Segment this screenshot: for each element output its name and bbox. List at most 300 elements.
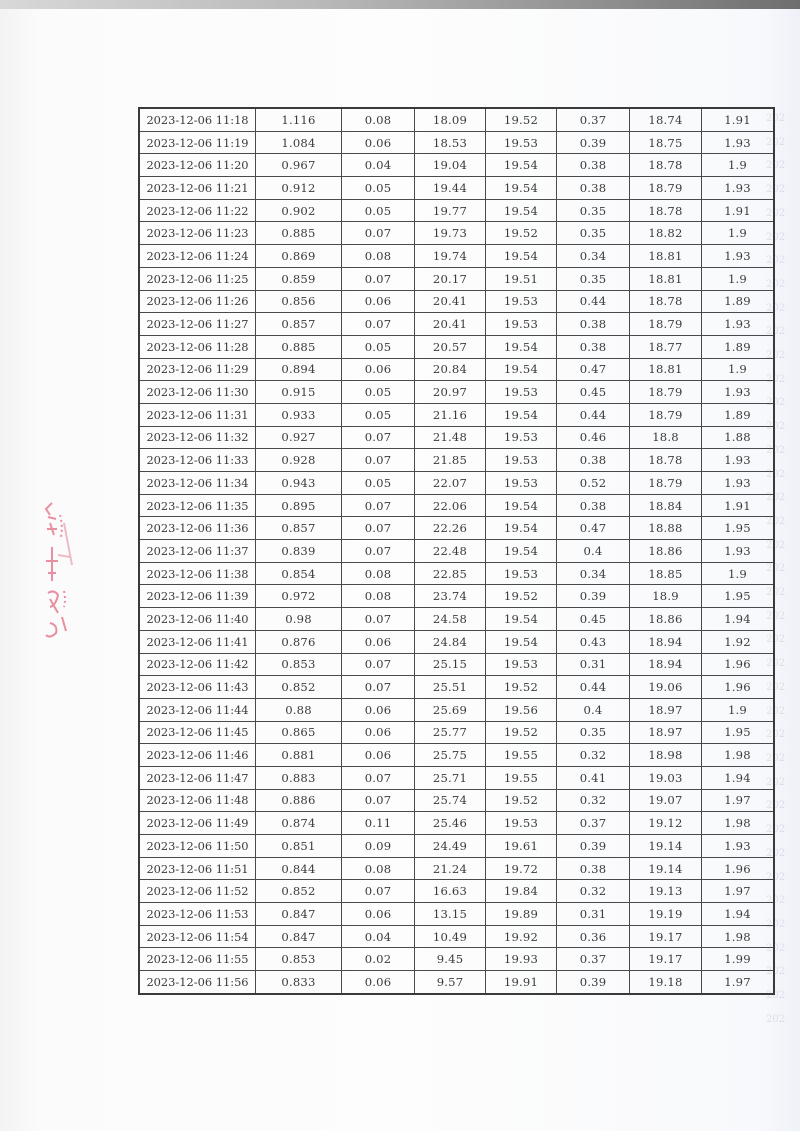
value-cell: 1.98 bbox=[702, 925, 775, 948]
table-row bbox=[139, 789, 774, 812]
value-cell: 0.854 bbox=[256, 562, 342, 585]
value-cell: 19.54 bbox=[486, 154, 557, 177]
table-row bbox=[139, 903, 774, 926]
value-cell: 18.78 bbox=[630, 449, 702, 472]
table-row bbox=[139, 676, 774, 699]
timestamp-cell: 2023-12-06 11:50 bbox=[139, 835, 256, 858]
timestamp-cell: 2023-12-06 11:43 bbox=[139, 676, 256, 699]
value-cell: 19.53 bbox=[486, 131, 557, 154]
value-cell: 18.79 bbox=[630, 381, 702, 404]
value-cell: 25.46 bbox=[415, 812, 486, 835]
value-cell: 0.39 bbox=[557, 971, 630, 994]
value-cell: 0.856 bbox=[256, 290, 342, 313]
value-cell: 22.06 bbox=[415, 494, 486, 517]
value-cell: 18.98 bbox=[630, 744, 702, 767]
timestamp-cell: 2023-12-06 11:47 bbox=[139, 766, 256, 789]
value-cell: 0.853 bbox=[256, 948, 342, 971]
value-cell: 0.943 bbox=[256, 472, 342, 495]
value-cell: 19.14 bbox=[630, 835, 702, 858]
value-cell: 0.07 bbox=[342, 789, 415, 812]
value-cell: 18.86 bbox=[630, 540, 702, 563]
value-cell: 1.9 bbox=[702, 222, 775, 245]
value-cell: 18.81 bbox=[630, 245, 702, 268]
table-row bbox=[139, 517, 774, 540]
value-cell: 1.99 bbox=[702, 948, 775, 971]
timestamp-cell: 2023-12-06 11:27 bbox=[139, 313, 256, 336]
timestamp-cell: 2023-12-06 11:41 bbox=[139, 630, 256, 653]
value-cell: 19.19 bbox=[630, 903, 702, 926]
value-cell: 19.54 bbox=[486, 608, 557, 631]
value-cell: 19.54 bbox=[486, 358, 557, 381]
value-cell: 0.04 bbox=[342, 925, 415, 948]
value-cell: 19.07 bbox=[630, 789, 702, 812]
table-row bbox=[139, 381, 774, 404]
value-cell: 0.06 bbox=[342, 131, 415, 154]
value-cell: 0.883 bbox=[256, 766, 342, 789]
value-cell: 0.915 bbox=[256, 381, 342, 404]
timestamp-cell: 2023-12-06 11:37 bbox=[139, 540, 256, 563]
timestamp-cell: 2023-12-06 11:32 bbox=[139, 426, 256, 449]
value-cell: 0.44 bbox=[557, 290, 630, 313]
timestamp-cell: 2023-12-06 11:44 bbox=[139, 698, 256, 721]
table-row bbox=[139, 131, 774, 154]
value-cell: 10.49 bbox=[415, 925, 486, 948]
timestamp-cell: 2023-12-06 11:20 bbox=[139, 154, 256, 177]
value-cell: 0.927 bbox=[256, 426, 342, 449]
table-row bbox=[139, 835, 774, 858]
value-cell: 0.912 bbox=[256, 177, 342, 200]
value-cell: 19.52 bbox=[486, 789, 557, 812]
timestamp-cell: 2023-12-06 11:38 bbox=[139, 562, 256, 585]
timestamp-cell: 2023-12-06 11:55 bbox=[139, 948, 256, 971]
value-cell: 19.53 bbox=[486, 290, 557, 313]
value-cell: 19.54 bbox=[486, 540, 557, 563]
value-cell: 1.94 bbox=[702, 903, 775, 926]
table-row bbox=[139, 426, 774, 449]
value-cell: 0.02 bbox=[342, 948, 415, 971]
value-cell: 0.05 bbox=[342, 177, 415, 200]
value-cell: 18.85 bbox=[630, 562, 702, 585]
value-cell: 0.05 bbox=[342, 403, 415, 426]
value-cell: 0.967 bbox=[256, 154, 342, 177]
value-cell: 21.24 bbox=[415, 857, 486, 880]
value-cell: 18.8 bbox=[630, 426, 702, 449]
value-cell: 22.26 bbox=[415, 517, 486, 540]
table-row bbox=[139, 313, 774, 336]
value-cell: 20.41 bbox=[415, 290, 486, 313]
value-cell: 0.06 bbox=[342, 971, 415, 994]
table-row bbox=[139, 335, 774, 358]
table-row bbox=[139, 245, 774, 268]
table-row bbox=[139, 971, 774, 994]
table-row bbox=[139, 925, 774, 948]
value-cell: 19.92 bbox=[486, 925, 557, 948]
value-cell: 19.06 bbox=[630, 676, 702, 699]
value-cell: 19.03 bbox=[630, 766, 702, 789]
timestamp-cell: 2023-12-06 11:28 bbox=[139, 335, 256, 358]
value-cell: 18.79 bbox=[630, 403, 702, 426]
timestamp-cell: 2023-12-06 11:30 bbox=[139, 381, 256, 404]
value-cell: 1.91 bbox=[702, 108, 775, 131]
table-row bbox=[139, 177, 774, 200]
value-cell: 18.77 bbox=[630, 335, 702, 358]
value-cell: 1.92 bbox=[702, 630, 775, 653]
value-cell: 19.14 bbox=[630, 857, 702, 880]
table-row bbox=[139, 403, 774, 426]
value-cell: 0.04 bbox=[342, 154, 415, 177]
timestamp-cell: 2023-12-06 11:22 bbox=[139, 199, 256, 222]
timestamp-cell: 2023-12-06 11:56 bbox=[139, 971, 256, 994]
value-cell: 19.91 bbox=[486, 971, 557, 994]
data-table-body bbox=[139, 108, 774, 994]
timestamp-cell: 2023-12-06 11:34 bbox=[139, 472, 256, 495]
timestamp-cell: 2023-12-06 11:33 bbox=[139, 449, 256, 472]
value-cell: 0.894 bbox=[256, 358, 342, 381]
value-cell: 0.857 bbox=[256, 313, 342, 336]
value-cell: 13.15 bbox=[415, 903, 486, 926]
value-cell: 19.54 bbox=[486, 517, 557, 540]
value-cell: 20.41 bbox=[415, 313, 486, 336]
table-row bbox=[139, 630, 774, 653]
value-cell: 25.74 bbox=[415, 789, 486, 812]
table-row bbox=[139, 222, 774, 245]
value-cell: 0.4 bbox=[557, 540, 630, 563]
timestamp-cell: 2023-12-06 11:42 bbox=[139, 653, 256, 676]
value-cell: 23.74 bbox=[415, 585, 486, 608]
timestamp-cell: 2023-12-06 11:40 bbox=[139, 608, 256, 631]
value-cell: 19.55 bbox=[486, 766, 557, 789]
value-cell: 19.54 bbox=[486, 630, 557, 653]
value-cell: 0.853 bbox=[256, 653, 342, 676]
value-cell: 0.44 bbox=[557, 403, 630, 426]
value-cell: 0.38 bbox=[557, 177, 630, 200]
value-cell: 0.34 bbox=[557, 245, 630, 268]
value-cell: 0.88 bbox=[256, 698, 342, 721]
table-row bbox=[139, 608, 774, 631]
value-cell: 0.874 bbox=[256, 812, 342, 835]
value-cell: 1.88 bbox=[702, 426, 775, 449]
value-cell: 19.53 bbox=[486, 812, 557, 835]
value-cell: 19.74 bbox=[415, 245, 486, 268]
value-cell: 0.11 bbox=[342, 812, 415, 835]
value-cell: 0.972 bbox=[256, 585, 342, 608]
value-cell: 22.48 bbox=[415, 540, 486, 563]
timestamp-cell: 2023-12-06 11:25 bbox=[139, 267, 256, 290]
value-cell: 20.57 bbox=[415, 335, 486, 358]
value-cell: 16.63 bbox=[415, 880, 486, 903]
value-cell: 0.31 bbox=[557, 653, 630, 676]
value-cell: 19.56 bbox=[486, 698, 557, 721]
value-cell: 19.12 bbox=[630, 812, 702, 835]
value-cell: 0.06 bbox=[342, 721, 415, 744]
value-cell: 25.71 bbox=[415, 766, 486, 789]
value-cell: 1.93 bbox=[702, 835, 775, 858]
value-cell: 0.869 bbox=[256, 245, 342, 268]
data-table bbox=[138, 107, 775, 995]
value-cell: 19.52 bbox=[486, 721, 557, 744]
table-row bbox=[139, 744, 774, 767]
value-cell: 19.54 bbox=[486, 494, 557, 517]
table-row bbox=[139, 472, 774, 495]
value-cell: 18.78 bbox=[630, 154, 702, 177]
value-cell: 1.94 bbox=[702, 766, 775, 789]
table-row bbox=[139, 880, 774, 903]
value-cell: 1.95 bbox=[702, 517, 775, 540]
value-cell: 0.865 bbox=[256, 721, 342, 744]
value-cell: 0.41 bbox=[557, 766, 630, 789]
value-cell: 0.06 bbox=[342, 744, 415, 767]
value-cell: 19.93 bbox=[486, 948, 557, 971]
value-cell: 1.91 bbox=[702, 199, 775, 222]
table-row bbox=[139, 108, 774, 131]
value-cell: 0.38 bbox=[557, 857, 630, 880]
value-cell: 19.52 bbox=[486, 676, 557, 699]
table-row bbox=[139, 562, 774, 585]
value-cell: 18.86 bbox=[630, 608, 702, 631]
value-cell: 0.38 bbox=[557, 313, 630, 336]
timestamp-cell: 2023-12-06 11:52 bbox=[139, 880, 256, 903]
value-cell: 1.93 bbox=[702, 540, 775, 563]
timestamp-cell: 2023-12-06 11:48 bbox=[139, 789, 256, 812]
table-row bbox=[139, 653, 774, 676]
timestamp-cell: 2023-12-06 11:23 bbox=[139, 222, 256, 245]
value-cell: 0.35 bbox=[557, 721, 630, 744]
timestamp-cell: 2023-12-06 11:45 bbox=[139, 721, 256, 744]
value-cell: 19.53 bbox=[486, 472, 557, 495]
value-cell: 0.35 bbox=[557, 222, 630, 245]
value-cell: 0.37 bbox=[557, 108, 630, 131]
timestamp-cell: 2023-12-06 11:31 bbox=[139, 403, 256, 426]
value-cell: 19.72 bbox=[486, 857, 557, 880]
value-cell: 25.77 bbox=[415, 721, 486, 744]
value-cell: 0.39 bbox=[557, 131, 630, 154]
value-cell: 0.06 bbox=[342, 630, 415, 653]
value-cell: 18.9 bbox=[630, 585, 702, 608]
value-cell: 0.852 bbox=[256, 676, 342, 699]
value-cell: 0.859 bbox=[256, 267, 342, 290]
value-cell: 20.97 bbox=[415, 381, 486, 404]
value-cell: 0.08 bbox=[342, 562, 415, 585]
value-cell: 0.35 bbox=[557, 199, 630, 222]
value-cell: 18.94 bbox=[630, 630, 702, 653]
value-cell: 19.89 bbox=[486, 903, 557, 926]
value-cell: 0.37 bbox=[557, 948, 630, 971]
value-cell: 0.07 bbox=[342, 676, 415, 699]
value-cell: 1.9 bbox=[702, 267, 775, 290]
value-cell: 19.54 bbox=[486, 335, 557, 358]
value-cell: 0.47 bbox=[557, 517, 630, 540]
value-cell: 19.54 bbox=[486, 199, 557, 222]
value-cell: 0.07 bbox=[342, 653, 415, 676]
value-cell: 0.07 bbox=[342, 222, 415, 245]
timestamp-cell: 2023-12-06 11:19 bbox=[139, 131, 256, 154]
value-cell: 0.39 bbox=[557, 585, 630, 608]
value-cell: 1.93 bbox=[702, 381, 775, 404]
value-cell: 1.93 bbox=[702, 177, 775, 200]
table-row bbox=[139, 698, 774, 721]
value-cell: 18.79 bbox=[630, 472, 702, 495]
value-cell: 18.88 bbox=[630, 517, 702, 540]
value-cell: 0.36 bbox=[557, 925, 630, 948]
value-cell: 1.93 bbox=[702, 472, 775, 495]
value-cell: 0.47 bbox=[557, 358, 630, 381]
value-cell: 19.53 bbox=[486, 562, 557, 585]
value-cell: 1.95 bbox=[702, 585, 775, 608]
timestamp-cell: 2023-12-06 11:26 bbox=[139, 290, 256, 313]
value-cell: 18.82 bbox=[630, 222, 702, 245]
value-cell: 25.69 bbox=[415, 698, 486, 721]
value-cell: 19.52 bbox=[486, 108, 557, 131]
value-cell: 1.97 bbox=[702, 971, 775, 994]
value-cell: 19.84 bbox=[486, 880, 557, 903]
value-cell: 0.885 bbox=[256, 335, 342, 358]
table-row bbox=[139, 857, 774, 880]
value-cell: 1.9 bbox=[702, 698, 775, 721]
value-cell: 0.07 bbox=[342, 267, 415, 290]
table-row bbox=[139, 540, 774, 563]
value-cell: 0.844 bbox=[256, 857, 342, 880]
timestamp-cell: 2023-12-06 11:21 bbox=[139, 177, 256, 200]
value-cell: 0.05 bbox=[342, 472, 415, 495]
value-cell: 1.9 bbox=[702, 358, 775, 381]
table-row bbox=[139, 585, 774, 608]
value-cell: 0.4 bbox=[557, 698, 630, 721]
red-seal-stamp bbox=[38, 495, 78, 655]
value-cell: 0.05 bbox=[342, 335, 415, 358]
value-cell: 1.9 bbox=[702, 562, 775, 585]
value-cell: 19.04 bbox=[415, 154, 486, 177]
value-cell: 1.116 bbox=[256, 108, 342, 131]
value-cell: 1.91 bbox=[702, 494, 775, 517]
value-cell: 9.57 bbox=[415, 971, 486, 994]
value-cell: 1.96 bbox=[702, 857, 775, 880]
value-cell: 1.9 bbox=[702, 154, 775, 177]
value-cell: 1.97 bbox=[702, 880, 775, 903]
value-cell: 1.93 bbox=[702, 449, 775, 472]
value-cell: 0.07 bbox=[342, 494, 415, 517]
value-cell: 0.08 bbox=[342, 108, 415, 131]
timestamp-cell: 2023-12-06 11:49 bbox=[139, 812, 256, 835]
value-cell: 25.75 bbox=[415, 744, 486, 767]
value-cell: 0.52 bbox=[557, 472, 630, 495]
value-cell: 18.53 bbox=[415, 131, 486, 154]
value-cell: 0.08 bbox=[342, 585, 415, 608]
value-cell: 0.37 bbox=[557, 812, 630, 835]
value-cell: 0.833 bbox=[256, 971, 342, 994]
value-cell: 0.32 bbox=[557, 744, 630, 767]
value-cell: 0.07 bbox=[342, 517, 415, 540]
value-cell: 18.75 bbox=[630, 131, 702, 154]
timestamp-cell: 2023-12-06 11:35 bbox=[139, 494, 256, 517]
value-cell: 18.78 bbox=[630, 199, 702, 222]
show-through-text: 202 202 202 202 202 202 202 202 202 202 202 202 202 202 202 202 202 202 202 202 202 202 202 202 202 202 202 202 202 202 202 202 202 202 202 202 202 202 202 bbox=[766, 113, 786, 1025]
timestamp-cell: 2023-12-06 11:53 bbox=[139, 903, 256, 926]
value-cell: 25.15 bbox=[415, 653, 486, 676]
value-cell: 0.928 bbox=[256, 449, 342, 472]
value-cell: 0.39 bbox=[557, 835, 630, 858]
value-cell: 0.98 bbox=[256, 608, 342, 631]
value-cell: 19.55 bbox=[486, 744, 557, 767]
value-cell: 19.17 bbox=[630, 948, 702, 971]
value-cell: 18.81 bbox=[630, 358, 702, 381]
value-cell: 1.89 bbox=[702, 403, 775, 426]
value-cell: 0.38 bbox=[557, 494, 630, 517]
value-cell: 19.53 bbox=[486, 426, 557, 449]
table-row bbox=[139, 721, 774, 744]
value-cell: 0.38 bbox=[557, 449, 630, 472]
value-cell: 1.98 bbox=[702, 812, 775, 835]
value-cell: 24.58 bbox=[415, 608, 486, 631]
timestamp-cell: 2023-12-06 11:36 bbox=[139, 517, 256, 540]
table-row bbox=[139, 267, 774, 290]
value-cell: 18.81 bbox=[630, 267, 702, 290]
value-cell: 0.06 bbox=[342, 358, 415, 381]
value-cell: 0.857 bbox=[256, 517, 342, 540]
value-cell: 19.53 bbox=[486, 381, 557, 404]
value-cell: 1.96 bbox=[702, 676, 775, 699]
value-cell: 0.933 bbox=[256, 403, 342, 426]
value-cell: 0.08 bbox=[342, 857, 415, 880]
timestamp-cell: 2023-12-06 11:46 bbox=[139, 744, 256, 767]
value-cell: 1.94 bbox=[702, 608, 775, 631]
value-cell: 1.95 bbox=[702, 721, 775, 744]
value-cell: 21.16 bbox=[415, 403, 486, 426]
value-cell: 19.52 bbox=[486, 585, 557, 608]
value-cell: 1.89 bbox=[702, 290, 775, 313]
value-cell: 19.53 bbox=[486, 313, 557, 336]
value-cell: 0.38 bbox=[557, 335, 630, 358]
value-cell: 0.07 bbox=[342, 766, 415, 789]
value-cell: 0.45 bbox=[557, 608, 630, 631]
value-cell: 21.48 bbox=[415, 426, 486, 449]
timestamp-cell: 2023-12-06 11:39 bbox=[139, 585, 256, 608]
value-cell: 0.43 bbox=[557, 630, 630, 653]
value-cell: 19.73 bbox=[415, 222, 486, 245]
value-cell: 20.84 bbox=[415, 358, 486, 381]
value-cell: 19.44 bbox=[415, 177, 486, 200]
value-cell: 0.06 bbox=[342, 698, 415, 721]
value-cell: 19.51 bbox=[486, 267, 557, 290]
value-cell: 1.084 bbox=[256, 131, 342, 154]
value-cell: 25.51 bbox=[415, 676, 486, 699]
value-cell: 18.78 bbox=[630, 290, 702, 313]
table-row bbox=[139, 449, 774, 472]
table-row bbox=[139, 812, 774, 835]
value-cell: 18.94 bbox=[630, 653, 702, 676]
value-cell: 0.902 bbox=[256, 199, 342, 222]
value-cell: 0.07 bbox=[342, 426, 415, 449]
value-cell: 19.54 bbox=[486, 177, 557, 200]
value-cell: 20.17 bbox=[415, 267, 486, 290]
value-cell: 0.44 bbox=[557, 676, 630, 699]
value-cell: 1.93 bbox=[702, 313, 775, 336]
timestamp-cell: 2023-12-06 11:29 bbox=[139, 358, 256, 381]
value-cell: 0.34 bbox=[557, 562, 630, 585]
value-cell: 19.17 bbox=[630, 925, 702, 948]
value-cell: 19.18 bbox=[630, 971, 702, 994]
value-cell: 0.32 bbox=[557, 880, 630, 903]
value-cell: 0.852 bbox=[256, 880, 342, 903]
value-cell: 18.97 bbox=[630, 721, 702, 744]
value-cell: 24.84 bbox=[415, 630, 486, 653]
value-cell: 0.35 bbox=[557, 267, 630, 290]
value-cell: 18.74 bbox=[630, 108, 702, 131]
table-row bbox=[139, 948, 774, 971]
value-cell: 18.79 bbox=[630, 177, 702, 200]
value-cell: 19.52 bbox=[486, 222, 557, 245]
table-row bbox=[139, 358, 774, 381]
value-cell: 19.77 bbox=[415, 199, 486, 222]
